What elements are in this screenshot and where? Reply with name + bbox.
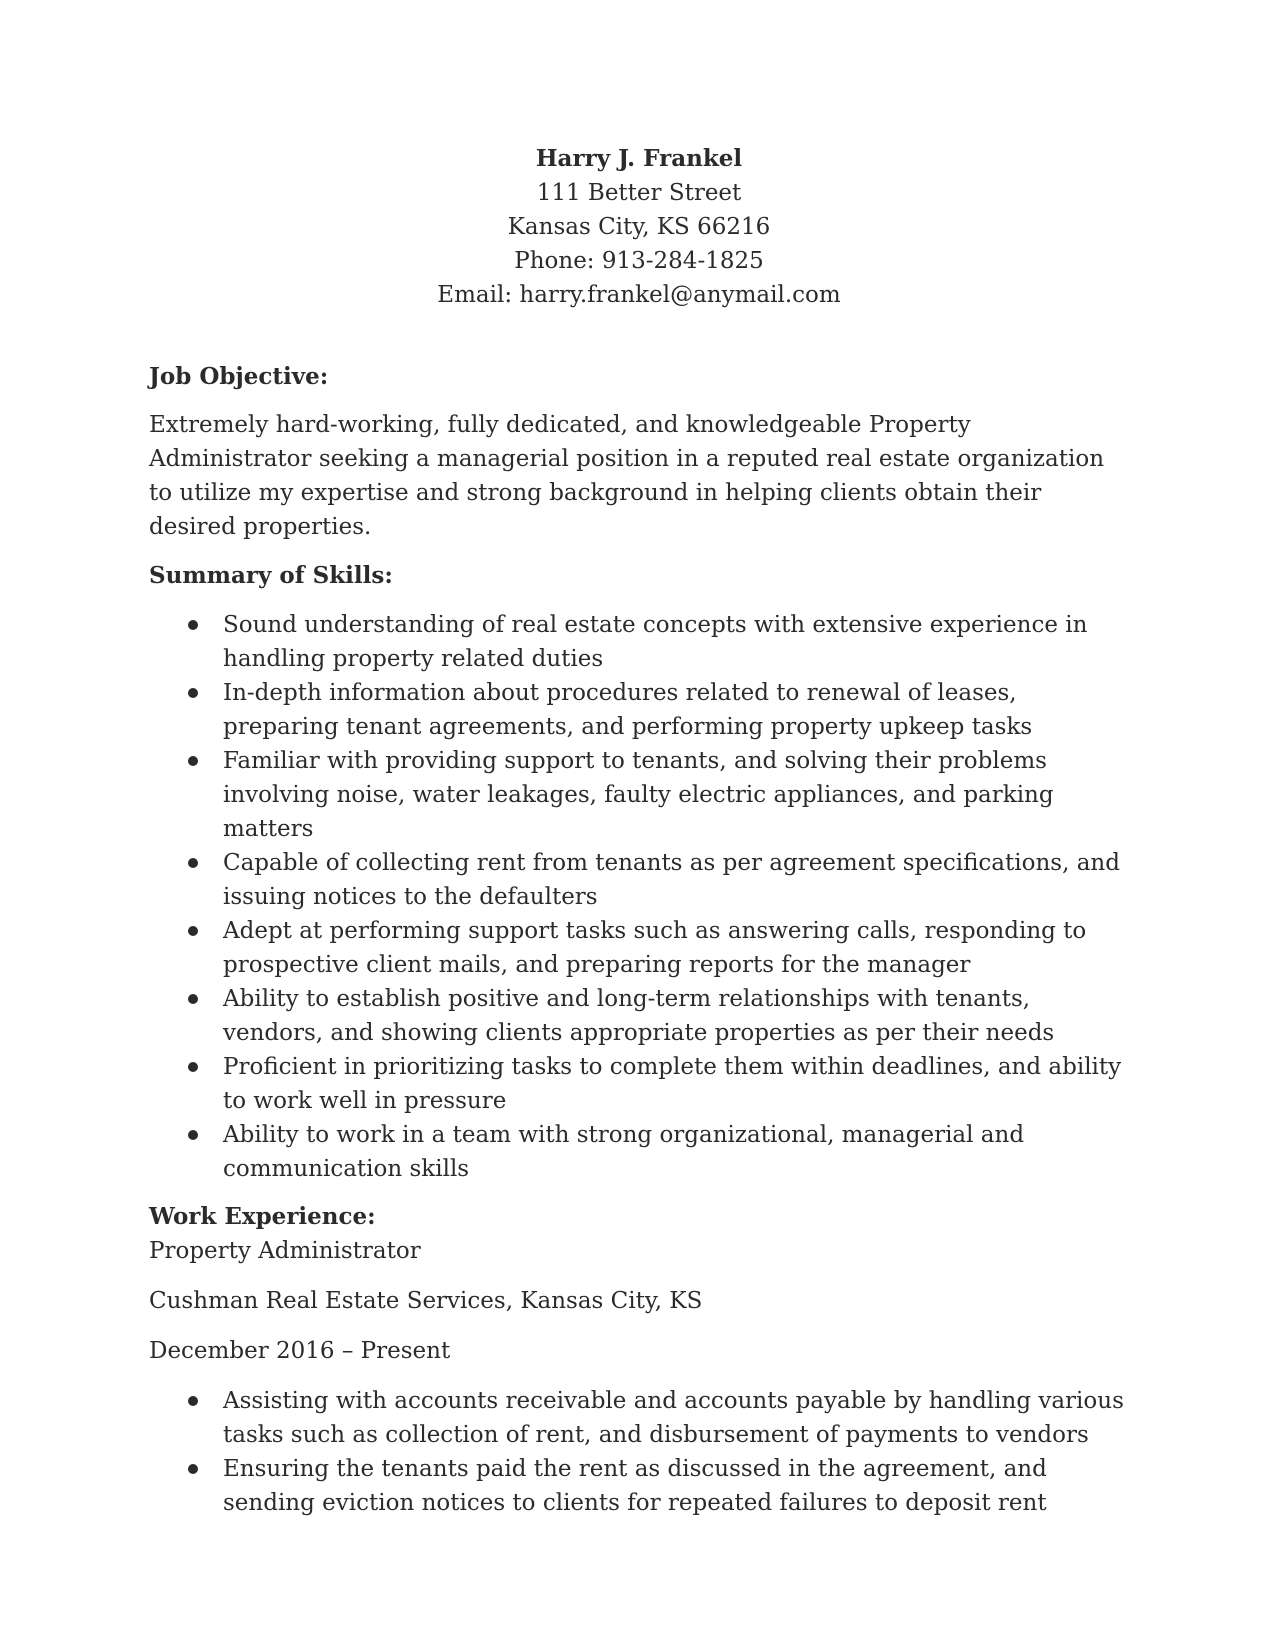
resume-page <box>149 142 1129 1520</box>
list-item: In-depth information about procedures related to renewal of leases, preparing tenant agreements, and performing property upkeep tasks <box>149 676 1129 744</box>
list-item: Proficient in prioritizing tasks to complete them within deadlines, and ability to work well in pressure <box>149 1050 1129 1118</box>
bullet-icon <box>188 756 198 766</box>
bullet-icon <box>188 1464 198 1474</box>
street-address: 111 Better Street <box>536 180 742 206</box>
city-state-zip: Kansas City, KS 66216 <box>507 214 771 240</box>
list-item: Ensuring the tenants paid the rent as discussed in the agreement, and sending eviction notices to clients for repeated failures to deposit rent <box>149 1452 1129 1520</box>
experience-heading: Work Experience: <box>149 1203 376 1230</box>
list-item: Capable of collecting rent from tenants as per agreement specifications, and issuing notices to the defaulters <box>149 846 1129 914</box>
list-item: Ability to establish positive and long-term relationships with tenants, vendors, and showing clients appropriate properties as per their needs <box>149 982 1129 1050</box>
phone-line: Phone: 913-284-1825 <box>514 248 764 274</box>
list-item: Assisting with accounts receivable and accounts payable by handling various tasks such as collection of rent, and disbursement of payments to vendors <box>149 1384 1129 1452</box>
skills-list <box>149 608 1129 1186</box>
list-item: Sound understanding of real estate concepts with extensive experience in handling property related duties <box>149 608 1129 676</box>
bullet-icon <box>188 858 198 868</box>
bullet-icon <box>188 620 198 630</box>
experience-list <box>149 1384 1129 1520</box>
bullet-icon <box>188 926 198 936</box>
job-dates: December 2016 – Present <box>149 1338 451 1364</box>
list-item: Familiar with providing support to tenants, and solving their problems involving noise, water leakages, faulty electric appliances, and parking matters <box>149 744 1129 846</box>
job-company: Cushman Real Estate Services, Kansas City, KS <box>149 1288 703 1314</box>
email-line: Email: harry.frankel@anymail.com <box>437 282 841 308</box>
skills-heading: Summary of Skills: <box>149 562 393 589</box>
objective-text: Extremely hard-working, fully dedicated, and knowledgeable Property Administrator seeking a managerial position in a reputed real estate organization to utilize my expertise and strong background in helping clients obtain their desired properties. <box>149 412 1105 540</box>
list-item: Ability to work in a team with strong organizational, managerial and communication skills <box>149 1118 1129 1186</box>
bullet-icon <box>188 1062 198 1072</box>
job-role: Property Administrator <box>149 1238 421 1264</box>
bullet-icon <box>188 1396 198 1406</box>
list-item: Adept at performing support tasks such as answering calls, responding to prospective client mails, and preparing reports for the manager <box>149 914 1129 982</box>
bullet-icon <box>188 1130 198 1140</box>
objective-heading: Job Objective: <box>149 363 329 390</box>
candidate-name: Harry J. Frankel <box>535 145 743 172</box>
resume-header <box>149 142 1129 312</box>
bullet-icon <box>188 688 198 698</box>
bullet-icon <box>188 994 198 1004</box>
